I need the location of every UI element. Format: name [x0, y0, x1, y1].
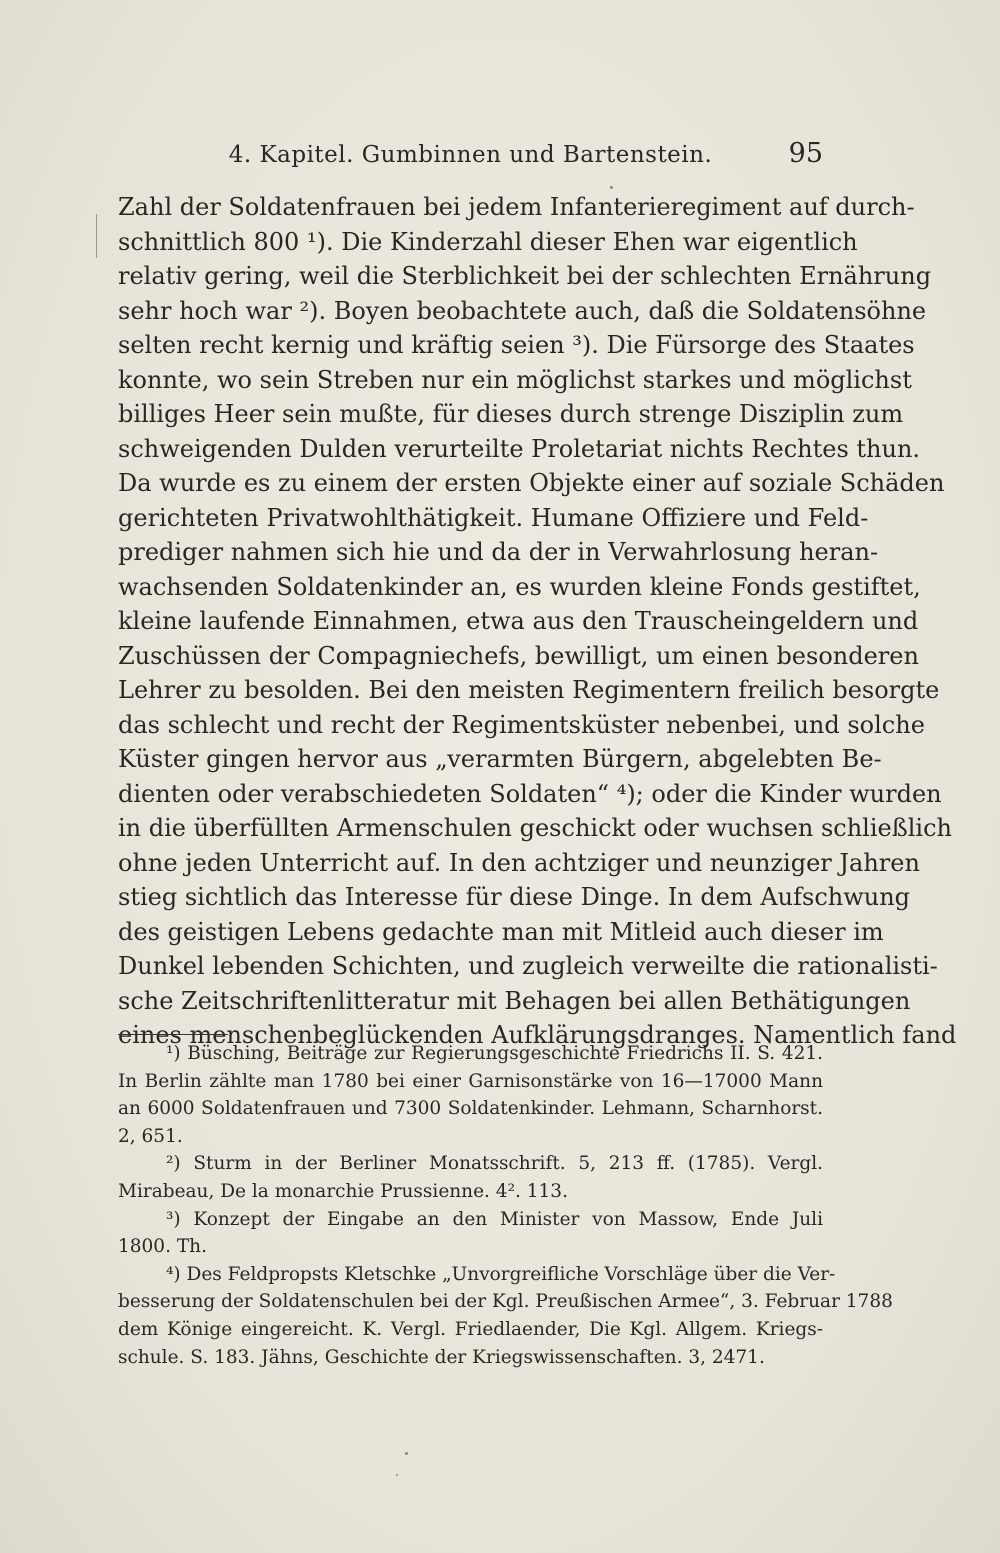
text-line: das schlecht und recht der Regimentsküster nebenbei, und solche [118, 710, 925, 739]
text-line: Dunkel lebenden Schichten, und zugleich verweilte die rationalisti- [118, 952, 938, 980]
paper-speck [396, 1474, 398, 1476]
text-line: selten recht kernig und kräftig seien ³). Die Fürsorge des Staates [118, 331, 915, 359]
text-line: Küster gingen hervor aus „verarmten Bürgern, abgelebten Be- [118, 745, 882, 773]
text-line: sche Zeitschriftenlitteratur mit Behagen bei allen Bethätigungen [118, 986, 911, 1015]
footnote-line: schule. S. 183. Jähns, Geschichte der Kriegswissenschaften. 3, 2471. [118, 1346, 765, 1368]
chapter-heading: 4. Kapitel. Gumbinnen und Bartenstein. [228, 142, 713, 168]
footnote-line: besserung der Soldatenschulen bei der Kgl. Preußischen Armee“, 3. Februar 1788 [118, 1291, 893, 1313]
text-line: ohne jeden Unterricht auf. In den achtziger und neunziger Jahren [118, 848, 920, 877]
text-line: dienten oder verabschiedeten Soldaten“ ⁴); oder die Kinder wurden [118, 779, 942, 808]
text-line: konnte, wo sein Streben nur ein möglichst starkes und möglichst [118, 365, 912, 394]
text-line: Da wurde es zu einem der ersten Objekte einer auf soziale Schäden [118, 469, 945, 497]
text-line: des geistigen Lebens gedachte man mit Mitleid auch dieser im [118, 917, 884, 946]
footnote-line: ⁴) Des Feldpropsts Kletschke „Unvorgreifliche Vorschläge über die Ver- [166, 1263, 836, 1285]
footnote-line: ³) Konzept der Eingabe an den Minister von Massow, Ende Juli [166, 1208, 823, 1230]
text-line: schnittlich 800 ¹). Die Kinderzahl dieser Ehen war eigentlich [118, 227, 858, 256]
paper-speck [405, 1452, 408, 1455]
footnotes [118, 1040, 893, 1371]
footnote-separator [118, 1034, 228, 1035]
footnote-line: 2, 651. [118, 1125, 183, 1147]
text-line: schweigenden Dulden verurteilte Proletariat nichts Rechtes thun. [118, 434, 921, 463]
text-line: relativ gering, weil die Sterblichkeit bei der schlechten Ernährung [118, 262, 932, 290]
text-line: in die überfüllten Armenschulen geschickt oder wuchsen schließlich [118, 814, 952, 842]
text-line: Zahl der Soldatenfrauen bei jedem Infanterieregiment auf durch- [118, 193, 915, 221]
footnote-line: an 6000 Soldatenfrauen und 7300 Soldatenkinder. Lehmann, Scharnhorst. [118, 1098, 823, 1120]
page-number: 95 [788, 138, 823, 169]
text-line: prediger nahmen sich hie und da der in Verwahrlosung heran- [118, 538, 879, 566]
text-line: billiges Heer sein mußte, für dieses durch strenge Disziplin zum [118, 400, 904, 428]
footnote-line: In Berlin zählte man 1780 bei einer Garnisonstärke von 16—17000 Mann [118, 1070, 823, 1092]
text-line: sehr hoch war ²). Boyen beobachtete auch, daß die Soldatensöhne [118, 296, 927, 325]
text-line: wachsenden Soldatenkinder an, es wurden kleine Fonds gestiftet, [118, 572, 921, 601]
text-line: eines menschenbeglückenden Aufklärungsdranges. Namentlich fand [118, 1021, 957, 1049]
text-line: kleine laufende Einnahmen, etwa aus den Trauscheingeldern und [118, 607, 919, 635]
text-line: stieg sichtlich das Interesse für diese Dinge. In dem Aufschwung [118, 883, 911, 911]
text-line: Lehrer zu besolden. Bei den meisten Regimentern freilich besorgte [118, 676, 940, 704]
footnote-line: dem Könige eingereicht. K. Vergl. Friedlaender, Die Kgl. Allgem. Kriegs- [118, 1318, 823, 1340]
body-text [118, 190, 957, 1053]
text-line: Zuschüssen der Compagniechefs, bewilligt, um einen besonderen [118, 641, 919, 670]
margin-pencil-mark [96, 214, 97, 258]
text-line: gerichteten Privatwohlthätigkeit. Humane Offiziere und Feld- [118, 503, 869, 532]
running-head [118, 138, 823, 174]
footnote-line: ¹) Büsching, Beiträge zur Regierungsgeschichte Friedrichs II. S. 421. [166, 1043, 823, 1064]
footnote-line: Mirabeau, De la monarchie Prussienne. 4². 113. [118, 1180, 568, 1202]
paper-speck [610, 186, 613, 189]
footnote-line: 1800. Th. [118, 1236, 207, 1258]
footnote-line: ²) Sturm in der Berliner Monatsschrift. 5, 213 ff. (1785). Vergl. [166, 1153, 823, 1175]
